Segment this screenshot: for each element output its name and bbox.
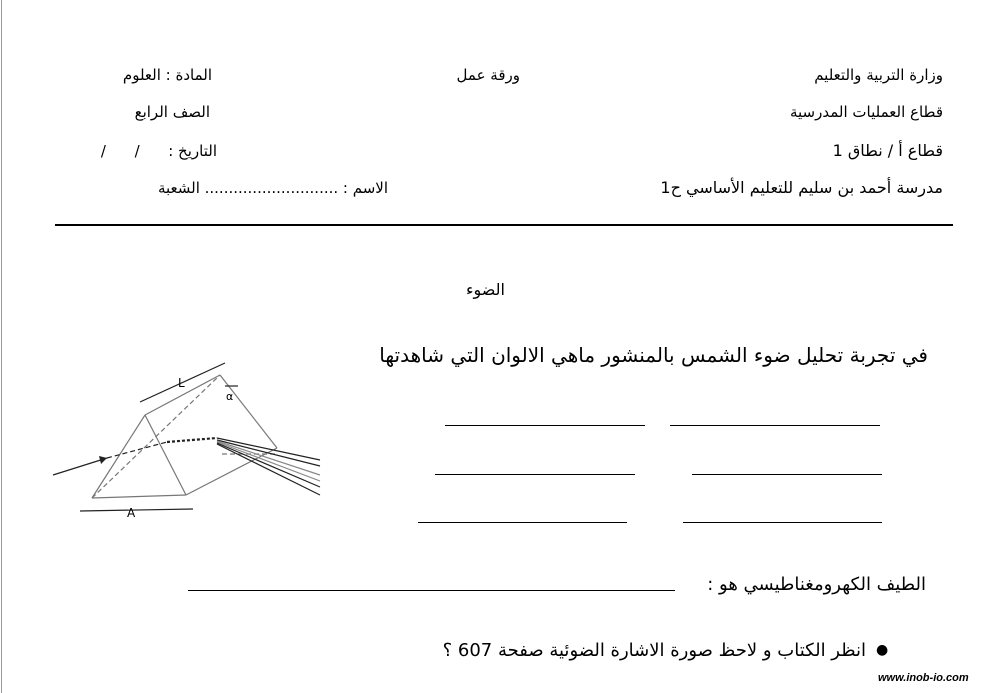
bullet: ● bbox=[876, 642, 889, 658]
answer-line[interactable] bbox=[418, 522, 627, 523]
label-alpha: α bbox=[226, 390, 234, 403]
page-title: الضوء bbox=[466, 280, 505, 299]
answer-line[interactable] bbox=[670, 425, 880, 426]
sector-text: قطاع العمليات المدرسية bbox=[789, 103, 943, 121]
ministry-text: وزارة التربية والتعليم bbox=[814, 66, 943, 84]
school-text: مدرسة أحمد بن سليم للتعليم الأساسي ح1 bbox=[660, 178, 943, 197]
grade-text: الصف الرابع bbox=[134, 103, 210, 121]
header-divider bbox=[55, 224, 953, 226]
question-spectrum: الطيف الكهرومغناطيسي هو : bbox=[707, 574, 926, 595]
watermark: www.inob-io.com bbox=[878, 672, 969, 684]
name-field: الاسم : ............................ الشعبة bbox=[157, 179, 388, 197]
label-l: L bbox=[178, 376, 185, 390]
answer-line[interactable] bbox=[683, 522, 882, 523]
subject-text: المادة : العلوم bbox=[122, 66, 212, 84]
zone-text: قطاع أ / نطاق 1 bbox=[832, 141, 943, 160]
answer-line[interactable] bbox=[692, 474, 882, 475]
question-signal: انظر الكتاب و لاحظ صورة الاشارة الضوئية صفحة 607 ؟ bbox=[442, 640, 866, 661]
page-edge bbox=[1, 0, 2, 693]
label-a: A bbox=[127, 506, 136, 520]
date-field: التاريخ : / / bbox=[100, 142, 217, 160]
prism-diagram bbox=[45, 345, 335, 530]
answer-line[interactable] bbox=[435, 474, 635, 475]
worksheet-label: ورقة عمل bbox=[456, 66, 520, 84]
answer-line[interactable] bbox=[445, 425, 645, 426]
question-colors: في تجربة تحليل ضوء الشمس بالمنشور ماهي الالوان التي شاهدتها bbox=[379, 343, 928, 367]
answer-line[interactable] bbox=[188, 590, 675, 591]
